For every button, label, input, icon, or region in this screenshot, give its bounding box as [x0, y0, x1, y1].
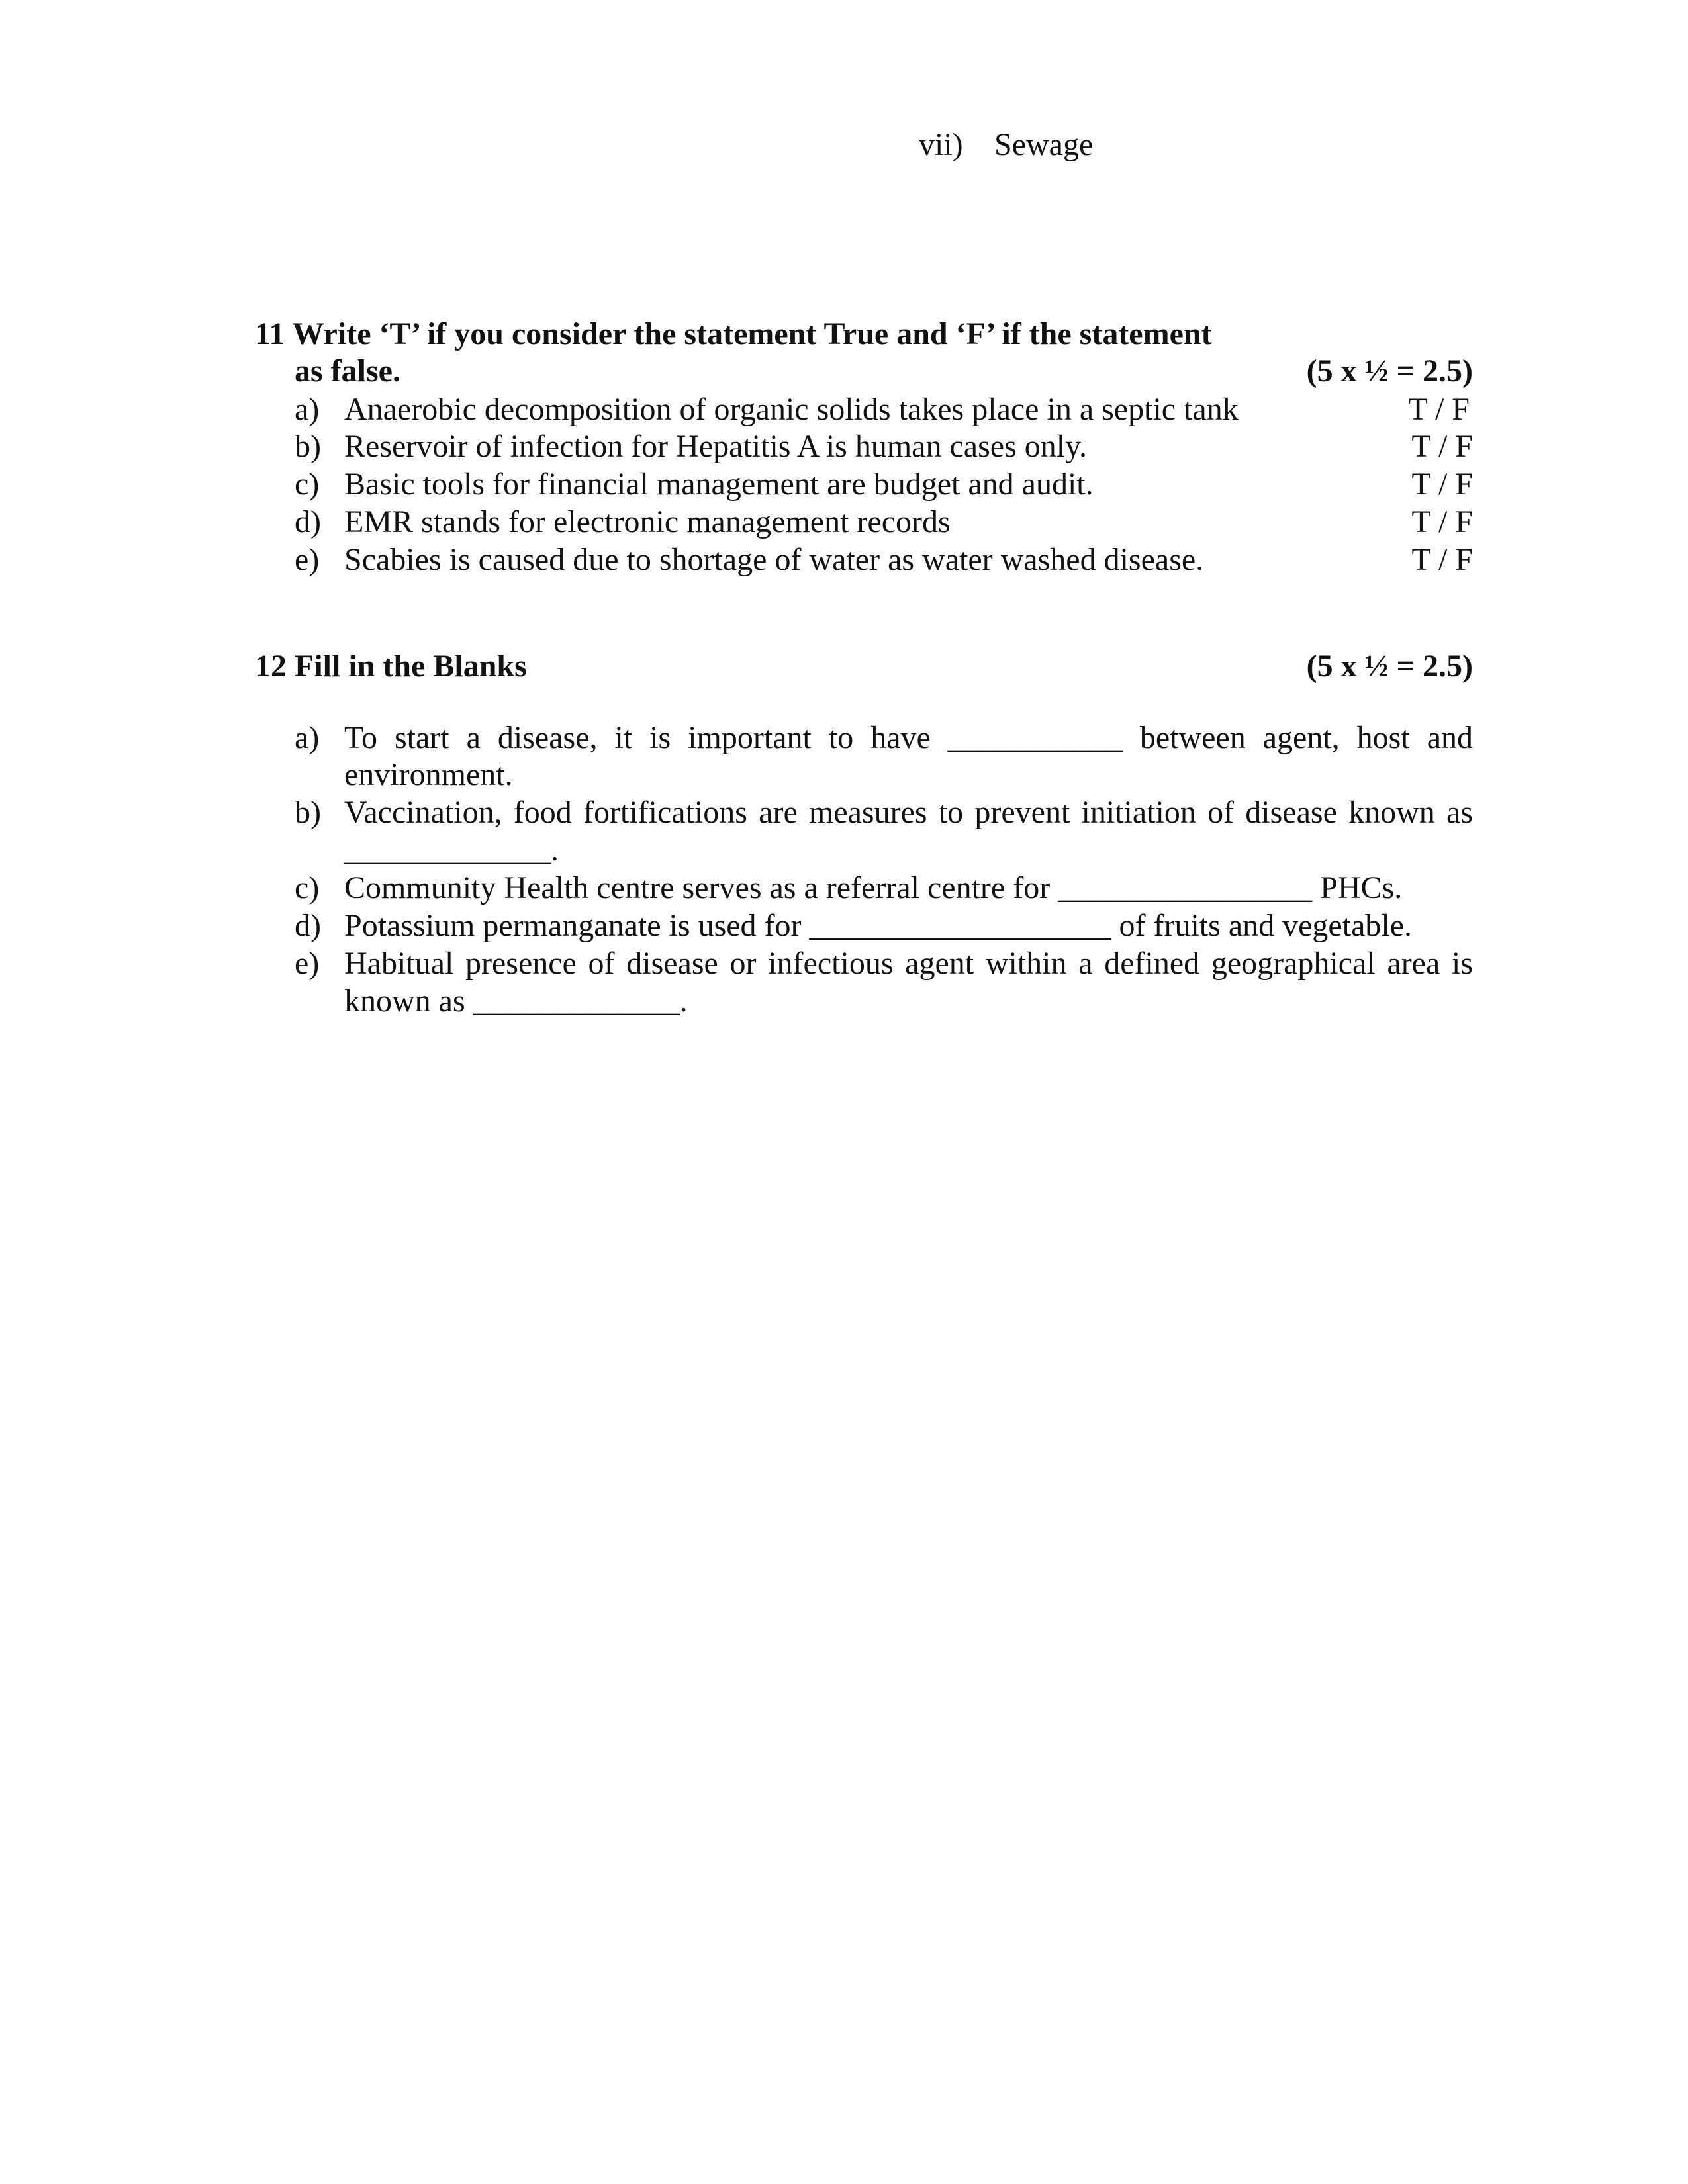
- carryover-text: Sewage: [994, 127, 1094, 162]
- q11-title-line2: as false.: [295, 353, 400, 388]
- q11-item-label: d): [295, 504, 321, 539]
- q11-item-answer: T / F: [1411, 504, 1473, 539]
- q11-item-text: EMR stands for electronic management records: [344, 504, 951, 539]
- q12-item-a-line2: environment.: [344, 757, 513, 792]
- q12-item-e-line2: known as _____________.: [344, 983, 688, 1019]
- q11-item-answer: T / F: [1411, 429, 1473, 464]
- q11-item-text: Reservoir of infection for Hepatitis A is human cases only.: [344, 429, 1087, 464]
- q11-item-text: Anaerobic decomposition of organic solids takes place in a septic tank: [344, 392, 1239, 427]
- q11-item-label: a): [295, 392, 320, 427]
- carryover-label: vii): [919, 127, 963, 162]
- q11-item-label: e): [295, 542, 320, 577]
- q11-item-answer: T / F: [1408, 392, 1470, 427]
- q12-item-a-line1: To start a disease, it is important to have ___________ between agent, host and: [344, 720, 1473, 755]
- q11-item-answer: T / F: [1411, 467, 1473, 502]
- q11-item-label: c): [295, 467, 320, 502]
- q12-item-label: e): [295, 946, 320, 981]
- q12-item-label: c): [295, 870, 320, 905]
- q12-item-b-line2: _____________.: [344, 833, 559, 868]
- q11-item-text: Basic tools for financial management are budget and audit.: [344, 467, 1094, 502]
- q12-item-label: b): [295, 795, 321, 830]
- q11-title-line1: 11 Write ‘T’ if you consider the statement True and ‘F’ if the statement: [255, 316, 1212, 351]
- q11-item-text: Scabies is caused due to shortage of water as water washed disease.: [344, 542, 1204, 577]
- q11-marks: (5 x ½ = 2.5): [1306, 353, 1473, 388]
- q12-item-label: d): [295, 908, 321, 943]
- q12-item-b-line1: Vaccination, food fortifications are measures to prevent initiation of disease known as: [344, 795, 1473, 830]
- q12-item-d-line1: Potassium permanganate is used for ___________________ of fruits and vegetable.: [344, 908, 1413, 943]
- q12-item-label: a): [295, 720, 320, 755]
- q12-item-c-line1: Community Health centre serves as a referral centre for ________________ PHCs.: [344, 870, 1403, 905]
- q12-marks: (5 x ½ = 2.5): [1306, 649, 1473, 684]
- q12-item-e-line1: Habitual presence of disease or infectious agent within a defined geographical area is: [344, 946, 1473, 981]
- q12-title: 12 Fill in the Blanks: [255, 649, 527, 684]
- q11-item-label: b): [295, 429, 321, 464]
- q11-item-answer: T / F: [1411, 542, 1473, 577]
